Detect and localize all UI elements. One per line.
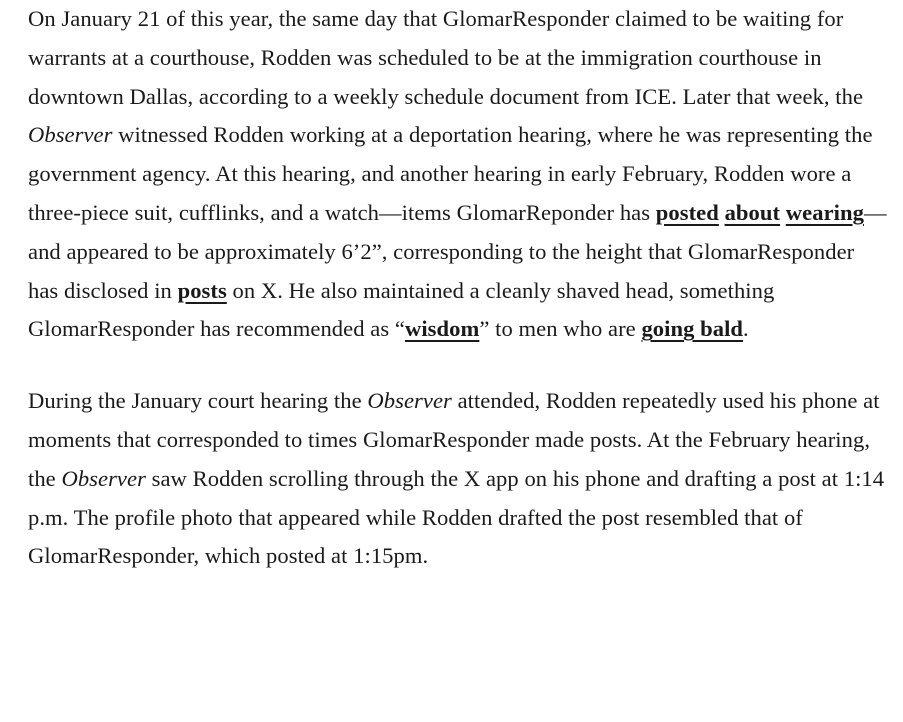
- link-posted[interactable]: posted: [655, 199, 719, 225]
- paragraph-1: [28, 0, 888, 349]
- para2-text-3: saw Rodden scrolling through the X app on his phone and drafting a post at 1:14 p.m. The profile photo that appeared while Rodden drafted the post resembled that of GlomarResponder, which posted at 1:15pm.: [28, 465, 885, 569]
- para1-text-7: ” to men who are: [479, 316, 642, 342]
- para2-text-2: attended, Rodden repeatedly used his phone at moments that corresponded to times GlomarResponder made posts. At the February hearing, the: [28, 388, 880, 491]
- link-wisdom[interactable]: wisdom: [404, 316, 480, 342]
- link-posts[interactable]: posts: [177, 277, 227, 303]
- para1-text-2: witnessed Rodden working at a deportation hearing, where he was representing the government agency. At this hearing, and another hearing in early February, Rodden wore a three-piece suit, cufflinks, and a watch—items GlomarReponder has: [28, 122, 873, 225]
- para1-text-1: On January 21 of this year, the same day that GlomarResponder claimed to be waiting for warrants at a courthouse, Rodden was scheduled to be at the immigration courthouse in downtown Dallas, according to a weekly schedule document from ICE. Later that week, the: [28, 6, 864, 109]
- link-about[interactable]: about: [724, 199, 781, 225]
- observer-italic: Observer: [367, 388, 452, 414]
- observer-italic: Observer: [61, 465, 146, 491]
- para1-text-6: on X. He also maintained a cleanly shaved head, something GlomarResponder has recommended as “: [28, 277, 775, 342]
- article-body: [28, 0, 888, 576]
- link-going-bald[interactable]: going bald: [641, 316, 744, 342]
- para1-text-8: .: [743, 316, 749, 342]
- observer-italic: Observer: [28, 122, 113, 148]
- para1-text-5: —and appeared to be approximately 6’2”, corresponding to the height that GlomarResponder has disclosed in: [28, 199, 887, 303]
- link-wearing[interactable]: wearing: [785, 199, 864, 225]
- paragraph-2: [28, 382, 888, 576]
- para2-text-1: During the January court hearing the: [28, 388, 368, 414]
